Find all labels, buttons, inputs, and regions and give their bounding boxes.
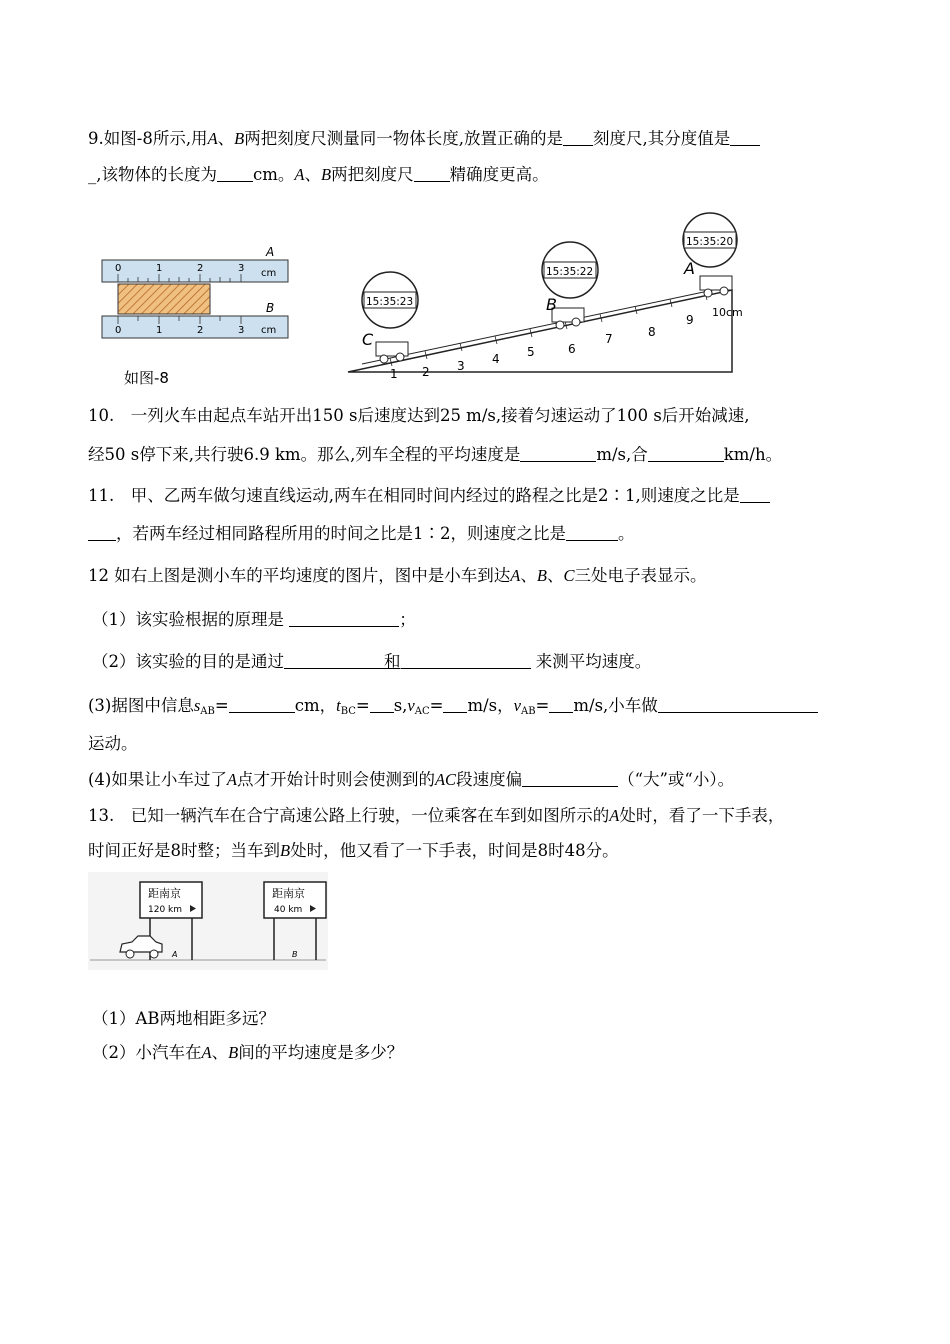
q13-part-1: [92, 1008, 275, 1030]
ruler-b-tick-3: 3: [238, 325, 245, 336]
sign-b-distance: 40 km: [274, 905, 303, 915]
blank: [401, 652, 531, 669]
q13-text: （2）小汽车在: [92, 1043, 202, 1062]
q9-text: 刻度尺,其分度值是: [593, 129, 731, 148]
q12-label-b: B: [536, 566, 547, 585]
blank: [563, 129, 593, 146]
q13-label-a: A: [201, 1043, 212, 1062]
q12-line-1: [88, 565, 706, 587]
q13-line-1: [88, 805, 784, 827]
incline-tick: 1: [390, 367, 398, 381]
q12-label-ac: AC: [434, 770, 457, 789]
clock-a: [683, 213, 737, 267]
ruler-a-tick-3: 3: [238, 263, 245, 274]
symbol-s: s: [193, 696, 201, 715]
road-sign-figure: [88, 872, 328, 970]
q11-text: 11. 甲、乙两车做匀速直线运动,两车在相同时间内经过的路程之比是2∶1,则速度之比是: [88, 486, 740, 505]
q12-text: 运动。: [88, 734, 138, 753]
blank: [229, 696, 295, 713]
q10-text: km/h。: [723, 445, 783, 464]
equals: =: [535, 696, 550, 715]
ruler-a-tick-2: 2: [197, 263, 204, 274]
q10-text: m/s,合: [596, 445, 648, 464]
q13-text: 处时，看了一下手表，: [619, 806, 785, 825]
blank: [520, 445, 596, 462]
incline-tick: 2: [422, 365, 430, 379]
ruler-b-tick-2: 2: [197, 325, 204, 336]
q13-text: 13. 已知一辆汽车在合宁高速公路上行驶，一位乘客在车到如图所示的: [88, 806, 610, 825]
blank: [414, 165, 450, 182]
point-b-label: B: [546, 295, 557, 314]
incline-tick: 8: [648, 325, 656, 339]
q12-text: 三处电子表显示。: [574, 566, 707, 585]
q13-label-a: A: [609, 806, 620, 825]
q10-text: 10. 一列火车由起点车站开出150 s后速度达到25 m/s,接着匀速运动了100 s后开始减速,: [88, 406, 750, 425]
subscript: AC: [414, 706, 430, 717]
q13-sep: 、: [211, 1043, 229, 1062]
blank: [217, 165, 253, 182]
q12-part-4: [88, 769, 734, 791]
q13-part-2: [92, 1042, 403, 1064]
ruler-a-unit: cm: [261, 268, 277, 279]
post-b-label: B: [292, 950, 298, 959]
q9-sep: 、: [217, 129, 235, 148]
unit: cm，: [294, 696, 337, 715]
q13-text: 间的平均速度是多少？: [238, 1043, 404, 1062]
post-a-label: A: [172, 950, 178, 959]
q12-label-c: C: [563, 566, 575, 585]
sign-b-title: 距南京: [272, 887, 305, 900]
q11-line-1: [88, 485, 770, 507]
incline-tick: 10cm: [712, 306, 743, 319]
q9-line-1: [88, 128, 760, 150]
q13-text: 时间正好是8时整；当车到: [88, 841, 280, 860]
q12-text: (4)如果让小车过了: [88, 770, 227, 789]
q12-text: 段速度偏: [456, 770, 523, 789]
incline-tick: 6: [568, 342, 576, 356]
q12-text: ；: [399, 610, 416, 629]
q13-text: （1）AB两地相距多远？: [92, 1009, 276, 1028]
incline-tick: 7: [605, 332, 613, 346]
q13-label-b: B: [280, 841, 291, 860]
q9-text: 两把刻度尺: [331, 165, 414, 184]
q12-label-a: A: [510, 566, 521, 585]
ruler-a-tick-1: 1: [156, 263, 163, 274]
q12-text: 点才开始计时则会使测到的: [236, 770, 435, 789]
q12-label-a: A: [226, 770, 237, 789]
blank: [730, 129, 760, 146]
sign-a-title: 距南京: [148, 887, 181, 900]
ruler-b-unit: cm: [261, 325, 277, 336]
clock-b: [542, 242, 598, 298]
subscript: BC: [340, 706, 356, 717]
symbol-v: v: [513, 696, 521, 715]
clock-c: [362, 272, 418, 328]
ruler-a-label: A: [266, 245, 275, 259]
incline-tick: 3: [457, 359, 465, 373]
q12-text: 和: [384, 652, 401, 671]
figure-caption: 如图-8: [124, 369, 169, 387]
q11-line-2: [88, 523, 635, 545]
blank: [648, 445, 724, 462]
q12-text: (3)据图中信息: [88, 696, 194, 715]
ruler-b-tick-1: 1: [156, 325, 163, 336]
unit: m/s,小车做: [573, 696, 658, 715]
equals: =: [429, 696, 444, 715]
q9-label-b: B: [234, 129, 245, 148]
q9-text: 9.如图-8所示,用: [88, 129, 208, 148]
unit: s,: [393, 696, 408, 715]
blank: [658, 696, 818, 713]
unit: m/s，: [467, 696, 514, 715]
q11-text: 。: [618, 524, 635, 543]
q12-text: 12 如右上图是测小车的平均速度的图片，图中是小车到达: [88, 566, 511, 585]
q13-line-2: [88, 840, 619, 862]
measured-object: [118, 284, 210, 314]
cart-c: [362, 330, 408, 363]
q12-text: （1）该实验根据的原理是: [92, 610, 284, 629]
subscript: AB: [200, 706, 215, 717]
q11-text: ，若两车经过相同路程所用的时间之比是1∶2，则速度之比是: [116, 524, 566, 543]
incline-tick: 4: [492, 352, 500, 366]
subscript: AB: [520, 706, 536, 717]
equals: =: [355, 696, 370, 715]
ruler-a-tick-0: 0: [115, 263, 122, 274]
q12-sep: 、: [546, 566, 564, 585]
q12-text: 来测平均速度。: [535, 652, 652, 671]
blank: [566, 524, 618, 541]
symbol-v: v: [407, 696, 415, 715]
ruler-b-label: B: [266, 301, 275, 315]
clock-c-time: 15:35:23: [366, 296, 414, 308]
point-c-label: C: [362, 330, 374, 349]
equals: =: [214, 696, 229, 715]
q9-text: 精确度更高。: [449, 165, 549, 184]
q9-sep: 、: [304, 165, 321, 184]
q9-label-a: A: [207, 129, 218, 148]
q12-sep: 、: [520, 566, 537, 585]
q9-text: _,该物体的长度为: [88, 165, 217, 184]
point-a-label: A: [684, 259, 695, 278]
q12-part-1: [92, 609, 416, 631]
blank: [289, 610, 399, 627]
q10-line-2: [88, 444, 782, 466]
ruler-b-tick-0: 0: [115, 325, 122, 336]
blank: [284, 652, 384, 669]
q9-label-b: B: [320, 165, 332, 184]
q12-part-3-end: [88, 733, 138, 755]
blank: [443, 696, 467, 713]
q12-text: （“大”或“小）。: [618, 770, 735, 789]
q13-text: 处时，他又看了一下手表，时间是8时48分。: [290, 841, 619, 860]
q12-part-3: [88, 695, 818, 723]
blank: [88, 524, 116, 541]
clock-b-time: 15:35:22: [546, 266, 594, 278]
q10-line-1: [88, 405, 750, 427]
q9-label-a: A: [294, 165, 305, 184]
blank: [370, 696, 394, 713]
q13-label-b: B: [228, 1043, 239, 1062]
blank: [522, 770, 618, 787]
incline-figure: [340, 210, 760, 385]
q9-text: cm。: [253, 165, 295, 184]
q9-text: 两把刻度尺测量同一物体长度,放置正确的是: [244, 129, 563, 148]
q12-text: （2）该实验的目的是通过: [92, 652, 284, 671]
q10-text: 经50 s停下来,共行驶6.9 km。那么,列车全程的平均速度是: [88, 445, 521, 464]
blank: [549, 696, 573, 713]
incline-tick: 5: [527, 345, 535, 359]
blank: [740, 486, 770, 503]
sign-a-distance: 120 km: [148, 905, 183, 915]
incline-tick: 9: [686, 313, 694, 327]
clock-a-time: 15:35:20: [686, 236, 734, 248]
q12-part-2: [92, 651, 651, 673]
q9-line-2: [88, 164, 549, 186]
symbol-t: t: [336, 696, 341, 715]
ruler-figure: [96, 240, 296, 390]
